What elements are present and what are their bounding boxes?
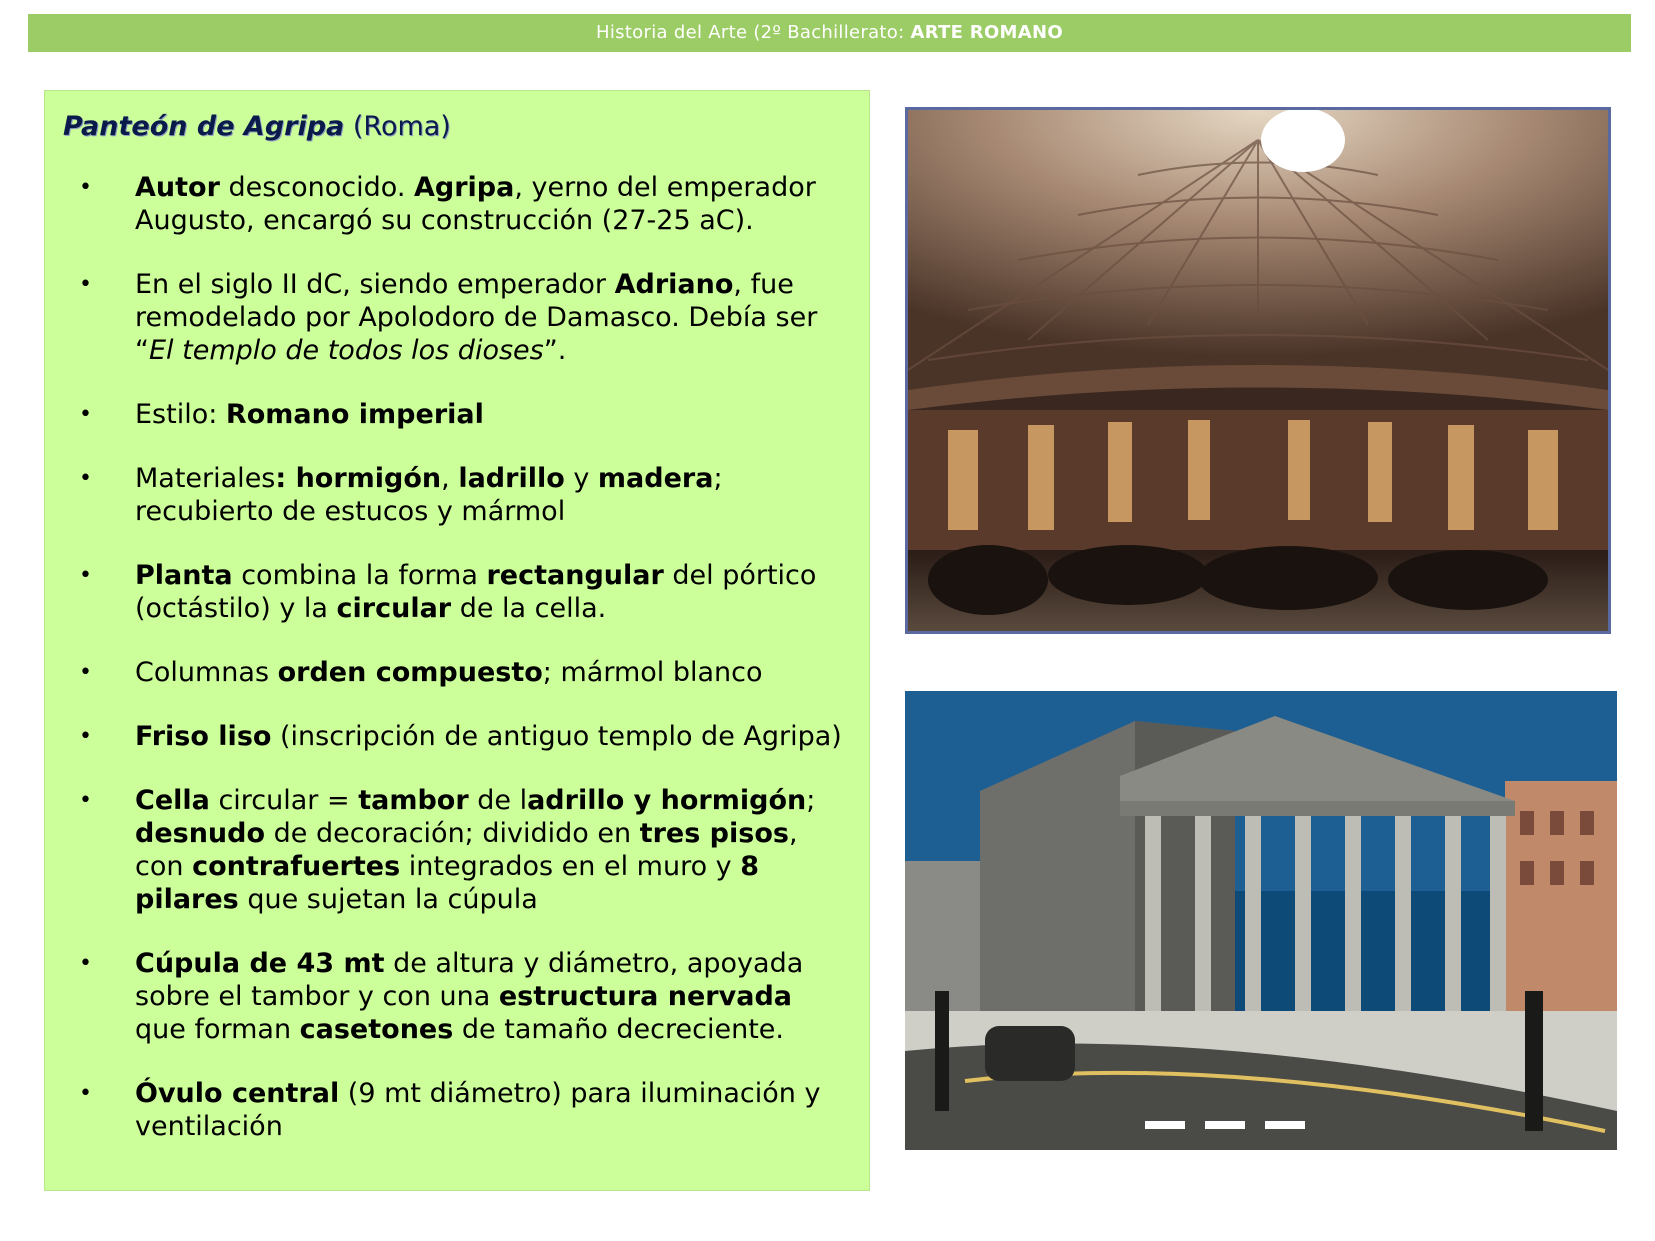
bullet-text-run: tres pisos [639, 818, 789, 849]
bullet-text-run: de l [468, 785, 528, 816]
slide-title [63, 109, 451, 145]
bullet-text-run: El templo de todos los dioses [149, 335, 544, 366]
bullet-item [45, 559, 871, 625]
title-rest: (Roma) [344, 111, 451, 142]
bullet-text-run: casetones [299, 1014, 454, 1045]
bullet-text-run: Planta [135, 560, 233, 591]
bullet-text-run: ladrillo [458, 463, 565, 494]
bullet-item [45, 398, 871, 431]
bullet-text-run: estructura nervada [498, 981, 792, 1012]
bullet-text-run: que forman [135, 1014, 300, 1045]
bullet-dot: • [79, 660, 92, 685]
bullet-text-run: combina la forma [232, 560, 487, 591]
bullet-item [45, 462, 871, 528]
bullet-dot: • [79, 1081, 92, 1106]
bullet-dot: • [79, 724, 92, 749]
header-text: Historia del Arte (2º Bachillerato: [596, 22, 911, 43]
pantheon-interior-photo [905, 107, 1611, 634]
bullet-text-run: Columnas [135, 657, 278, 688]
bullet-text-run: adrillo y hormigón [527, 785, 807, 816]
bullet-text-run: ; [806, 785, 816, 816]
bullet-dot: • [79, 402, 92, 427]
bullet-text-run: de decoración; dividido en [265, 818, 640, 849]
bullet-text-run: 8 pilares [135, 851, 760, 915]
bullet-item [45, 171, 871, 237]
bullet-item [45, 268, 871, 367]
bullet-dot: • [79, 951, 92, 976]
content-panel [44, 90, 870, 1191]
bullet-text-run: contrafuertes [192, 851, 401, 882]
bullet-text-run: Óvulo central [135, 1078, 340, 1109]
bullet-dot: • [79, 272, 92, 297]
bullet-text-run: ; mármol blanco [542, 657, 763, 688]
bullet-text-run: desnudo [135, 818, 266, 849]
bullet-text-run: madera [597, 463, 714, 494]
bullet-item [45, 720, 871, 753]
bullet-text-run: En el siglo II dC, siendo emperador [135, 269, 615, 300]
bullet-text-run: Materiales [135, 463, 276, 494]
bullet-dot: • [79, 175, 92, 200]
bullet-dot: • [79, 466, 92, 491]
bullet-text-run: Adriano [614, 269, 734, 300]
bullet-text-run: , con [135, 818, 798, 882]
header-bold: ARTE ROMANO [910, 22, 1063, 43]
bullet-text-run: (9 mt diámetro) para iluminación y ventilación [135, 1078, 821, 1142]
bullet-text-run: Cella [135, 785, 210, 816]
bullet-text-run: tambor [358, 785, 469, 816]
bullet-text-run: orden compuesto [277, 657, 543, 688]
bullet-text-run: Romano imperial [225, 399, 484, 430]
bullet-text-run: circular = [209, 785, 359, 816]
bullet-text-run: y [564, 463, 598, 494]
bullet-text-run: ; recubierto de estucos y mármol [135, 463, 723, 527]
bullet-dot: • [79, 788, 92, 813]
bullet-text-run: integrados en el muro y [400, 851, 741, 882]
bullet-text-run: Autor [135, 172, 220, 203]
bullet-text-run: ”. [543, 335, 567, 366]
bullet-text-run: desconocido. [219, 172, 414, 203]
bullet-text-run: que sujetan la cúpula [238, 884, 538, 915]
title-main: Panteón de Agripa [63, 111, 345, 142]
bullet-text-run: del pórtico (octástilo) y la [135, 560, 817, 624]
bullet-text-run: rectangular [486, 560, 664, 591]
bullet-item [45, 947, 871, 1046]
bullet-dot: • [79, 563, 92, 588]
bullet-text-run: de altura y diámetro, apoyada sobre el tambor y con una [135, 948, 804, 1012]
bullet-text-run: (inscripción de antiguo templo de Agripa) [271, 721, 842, 752]
bullet-text-run: Estilo: [135, 399, 226, 430]
bullet-text-run: , [441, 463, 459, 494]
bullet-text-run: de la cella. [451, 593, 607, 624]
bullet-text-run: , yerno del emperador Augusto, encargó su construcción (27-25 aC). [135, 172, 816, 236]
slide-header [28, 14, 1631, 52]
bullet-text-run: Agripa [413, 172, 515, 203]
bullet-item [45, 1077, 871, 1143]
bullet-text-run: , fue remodelado por Apolodoro de Damasco. Debía ser “ [135, 269, 818, 366]
bullet-text-run: Friso liso [135, 721, 272, 752]
bullet-list [45, 171, 871, 1174]
bullet-item [45, 656, 871, 689]
bullet-text-run: circular [336, 593, 452, 624]
bullet-text-run: : hormigón [275, 463, 442, 494]
bullet-item [45, 784, 871, 916]
pantheon-exterior-photo [905, 691, 1617, 1150]
bullet-text-run: Cúpula de 43 mt [135, 948, 385, 979]
bullet-text-run: de tamaño decreciente. [453, 1014, 784, 1045]
